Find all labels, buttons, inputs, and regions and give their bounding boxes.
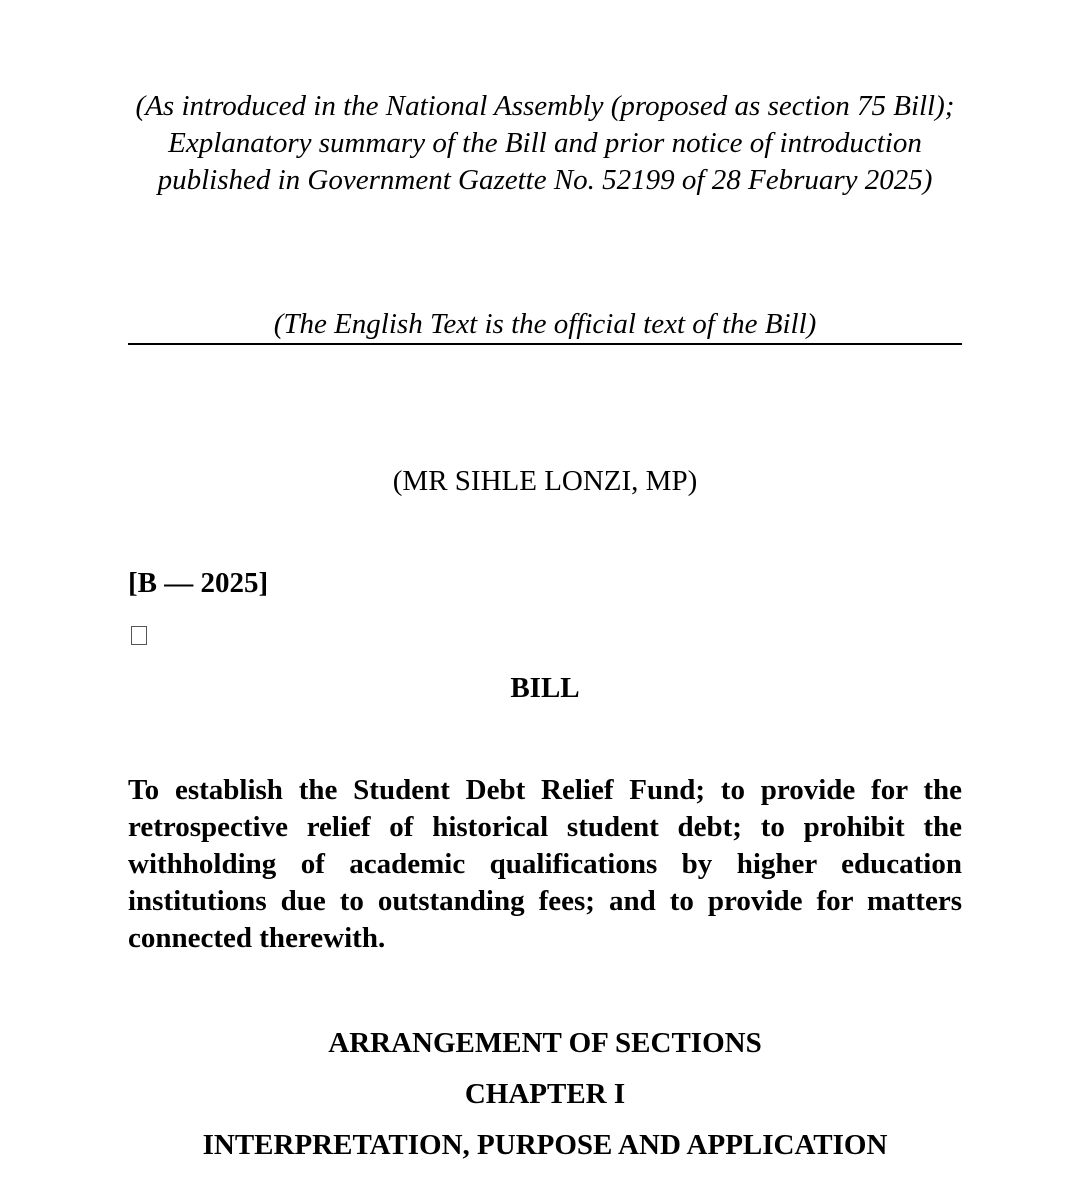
bill-long-title: To establish the Student Debt Relief Fund; to provide for the retrospective relief of historical student debt; to prohibit the withholding of academic qualifications by higher education institutions due to outstanding fees; and to provide for matters connected therewith. (128, 774, 962, 954)
placeholder-glyph-icon (131, 626, 147, 645)
bill-number: [B — 2025] (128, 567, 269, 599)
bill-heading: BILL (510, 672, 580, 704)
chapter-title: INTERPRETATION, PURPOSE AND APPLICATION (202, 1129, 888, 1161)
arrangement-heading: ARRANGEMENT OF SECTIONS (328, 1027, 762, 1059)
chapter-number: CHAPTER I (464, 1078, 626, 1110)
official-text-note: (The English Text is the official text of the Bill) (128, 306, 962, 345)
introduction-note: (As introduced in the National Assembly (proposed as section 75 Bill); Explanatory summary of the Bill and prior notice of introduction published in Government Gazette No. 52199 of 28 February 2025) (135, 90, 955, 196)
member-name: (MR SIHLE LONZI, MP) (392, 465, 698, 497)
